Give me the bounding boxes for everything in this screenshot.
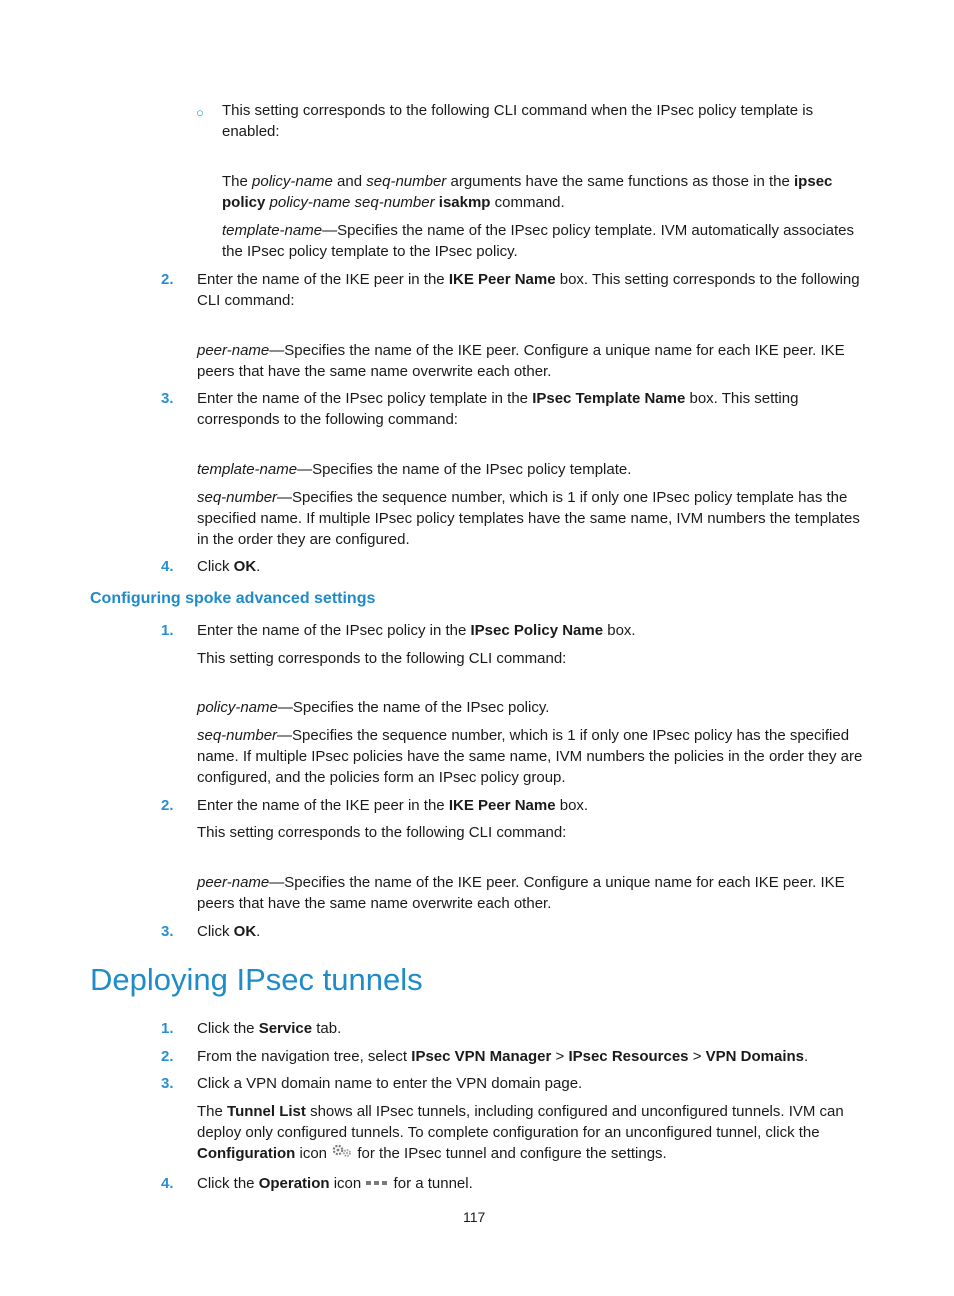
step-number: 1. bbox=[161, 1020, 174, 1037]
paragraph: Click OK. bbox=[197, 923, 261, 940]
step-number: 2. bbox=[161, 1048, 174, 1065]
paragraph: template-name—Specifies the name of the IPsec policy template. IVM automatically associates the IPsec policy template to the IPsec policy. bbox=[222, 222, 854, 260]
paragraph: template-name—Specifies the name of the IPsec policy template. bbox=[197, 461, 632, 478]
paragraph: The policy-name and seq-number arguments have the same functions as those in the ipsec policy policy-name seq-number isakmp command. bbox=[222, 173, 833, 211]
paragraph: Click the Service tab. bbox=[197, 1020, 342, 1037]
paragraph: Enter the name of the IPsec policy template in the IPsec Template Name box. This setting corresponds to the following command: bbox=[197, 390, 799, 428]
step-number: 2. bbox=[161, 797, 174, 814]
paragraph: seq-number—Specifies the sequence number, which is 1 if only one IPsec policy template has the specified name. If multiple IPsec policy templates have the same name, IVM numbers the templates in the order they are configured. bbox=[197, 489, 860, 548]
paragraph: From the navigation tree, select IPsec VPN Manager > IPsec Resources > VPN Domains. bbox=[197, 1048, 809, 1065]
page-title: Deploying IPsec tunnels bbox=[90, 962, 423, 997]
paragraph: Enter the name of the IPsec policy in the IPsec Policy Name box. bbox=[197, 622, 636, 639]
paragraph: The Tunnel List shows all IPsec tunnels, including configured and unconfigured tunnels. IVM can deploy only configured tunnels. To complete configuration for an unconfigured tunnel, click the Configuration icon for the IPsec tunnel and configure the settings. bbox=[197, 1101, 865, 1165]
paragraph: Click the Operation icon for a tunnel. bbox=[197, 1173, 865, 1195]
section-heading: Configuring spoke advanced settings bbox=[90, 590, 376, 607]
paragraph: This setting corresponds to the following CLI command when the IPsec policy template is enabled: bbox=[222, 102, 814, 140]
paragraph: This setting corresponds to the following CLI command: bbox=[197, 650, 567, 667]
paragraph: This setting corresponds to the following CLI command: bbox=[197, 824, 567, 841]
paragraph: peer-name—Specifies the name of the IKE peer. Configure a unique name for each IKE peer. IKE peers that have the same name overwrite each other. bbox=[197, 342, 845, 380]
paragraph: policy-name—Specifies the name of the IPsec policy. bbox=[197, 699, 550, 716]
step-number: 2. bbox=[161, 271, 174, 288]
step-number: 4. bbox=[161, 1175, 174, 1192]
page-number: 117 bbox=[463, 1209, 486, 1225]
paragraph: peer-name—Specifies the name of the IKE peer. Configure a unique name for each IKE peer. IKE peers that have the same name overwrite each other. bbox=[197, 874, 845, 912]
paragraph: Enter the name of the IKE peer in the IKE Peer Name box. bbox=[197, 797, 589, 814]
step-number: 4. bbox=[161, 558, 174, 575]
step-number: 3. bbox=[161, 390, 174, 407]
paragraph: Click a VPN domain name to enter the VPN domain page. bbox=[197, 1075, 583, 1092]
paragraph: seq-number—Specifies the sequence number, which is 1 if only one IPsec policy has the specified name. If multiple IPsec policies have the same name, IVM numbers the policies in the order they are configured, and the policies form an IPsec policy group. bbox=[197, 727, 863, 786]
paragraph: Click OK. bbox=[197, 558, 261, 575]
more-dots-icon bbox=[365, 1174, 389, 1195]
step-number: 3. bbox=[161, 1075, 174, 1092]
gears-icon bbox=[331, 1143, 353, 1165]
paragraph: Enter the name of the IKE peer in the IKE Peer Name box. This setting corresponds to the following CLI command: bbox=[197, 271, 860, 309]
step-number: 1. bbox=[161, 622, 174, 639]
list-bullet: ○ bbox=[196, 105, 204, 120]
step-number: 3. bbox=[161, 923, 174, 940]
